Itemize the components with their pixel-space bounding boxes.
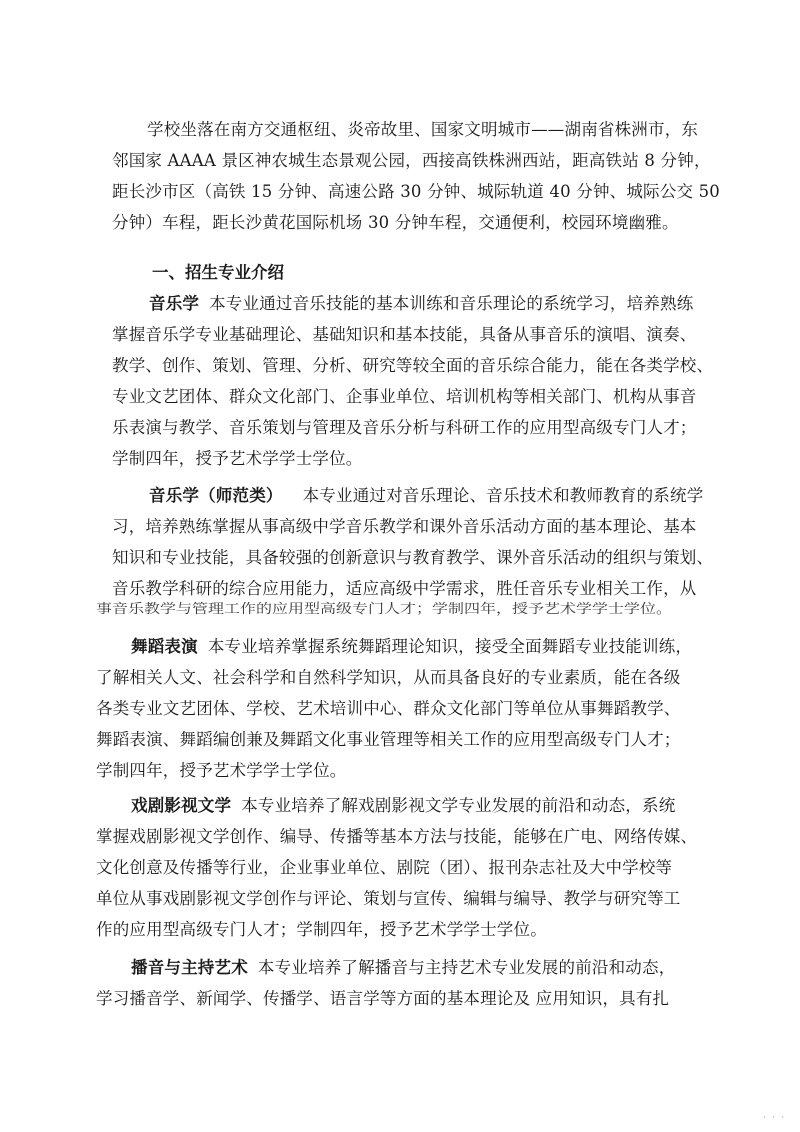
major-paragraph-music-teacher [112,480,714,604]
major-paragraph-dance [96,631,693,786]
major-line: 掌握戏剧影视文学创作、编导、传播等基本方法与技能，能够在广电、网络传媒、 [96,827,698,846]
major-line: 专业文艺团体、群众文化部门、企事业单位、培训机构等相关部门、机构从事音 [112,387,697,406]
major-line: 作的应用型高级专门人才；学制四年，授予艺术学学士学位。 [96,920,547,939]
section-title: 一、招生专业介绍 [152,263,284,282]
intro-line: 分钟）车程，距长沙黄花国际机场 30 分钟车程，交通便利，校园环境幽雅。 [112,213,679,232]
major-text: 本专业培养掌握系统舞蹈理论知识，接受全面舞蹈专业技能训练， [207,637,693,656]
major-paragraph-drama-film [96,790,698,945]
major-paragraph-music [112,288,714,474]
major-text: 本专业培养了解播音与主持艺术专业发展的前沿和动态， [257,958,676,977]
major-line: 乐表演与教学、音乐策划与管理及音乐分析与科研工作的应用型高级专门人才； [112,418,697,437]
major-line: 掌握音乐学专业基础理论、基础知识和基本技能，具备从事音乐的演唱、演奏、 [112,325,697,344]
major-line: 习，培养熟练掌握从事高级中学音乐教学和课外音乐活动方面的基本理论、基本 [112,517,697,536]
major-text: 本专业通过音乐技能的基本训练和音乐理论的系统学习，培养熟练 [209,294,694,313]
major-first-line [96,952,674,983]
major-name: 音乐学（师范类） [149,486,283,505]
major-line: 音乐教学科研的综合应用能力，适应高级中学需求，胜任音乐专业相关工作，从 [112,579,697,598]
major-text: 本专业通过对音乐理论、音乐技术和教师教育的系统学 [302,486,704,505]
intro-line: 距长沙市区（高铁 15 分钟、高速公路 30 分钟、城际轨道 40 分钟、城际公交 50 [112,182,720,201]
major-first-line [96,631,693,662]
overlapped-text-line: 事音乐教学与管理工作的应用型高级专门人才；学制四年，授予艺术学学士学位。 [96,600,673,617]
major-name: 音乐学 [149,294,200,313]
major-first-line [96,790,674,821]
major-name: 戏剧影视文学 [131,796,232,815]
major-line: 学制四年，授予艺术学学士学位。 [112,449,363,468]
major-paragraph-broadcasting [96,952,674,1014]
intro-line: 学校坐落在南方交通枢纽、炎帝故里、国家文明城市——湖南省株洲市，东 [147,120,699,139]
major-line: 舞蹈表演、舞蹈编创兼及舞蹈文化事业管理等相关工作的应用型高级专门人才； [96,730,681,749]
major-line: 知识和专业技能，具备较强的创新意识与教育教学、课外音乐活动的组织与策划、 [112,548,714,567]
intro-paragraph [112,114,720,238]
major-line: 了解相关人文、社会科学和自然科学知识，从而具备良好的专业素质，能在各级 [96,668,681,687]
major-line: 学习播音学、新闻学、传播学、语言学等方面的基本理论及 应用知识，具有扎 [96,989,670,1008]
major-first-line [112,288,694,319]
major-line: 文化创意及传播等行业，企业事业单位、剧院（团）、报刊杂志社及大中学校等 [96,858,673,877]
major-line: 各类专业文艺团体、学校、艺术培训中心、群众文化部门等单位从事舞蹈教学、 [96,699,681,718]
major-line: 学制四年，授予艺术学学士学位。 [96,761,347,780]
major-text: 本专业培养了解戏剧影视文学专业发展的前沿和动态，系统 [241,796,676,815]
intro-line: 邻国家 AAAA 景区神农城生态景观公园，西接高铁株洲西站，距高铁站 8 分钟， [112,151,711,170]
major-name: 播音与主持艺术 [131,958,248,977]
major-name: 舞蹈表演 [131,637,198,656]
major-line: 单位从事戏剧影视文学创作与评论、策划与宣传、编辑与编导、教学与研究等工 [96,889,681,908]
major-first-line [112,480,704,511]
major-line: 教学、创作、策划、管理、分析、研究等较全面的音乐综合能力，能在各类学校、 [112,356,714,375]
scan-artifact: · · · [763,1113,786,1122]
